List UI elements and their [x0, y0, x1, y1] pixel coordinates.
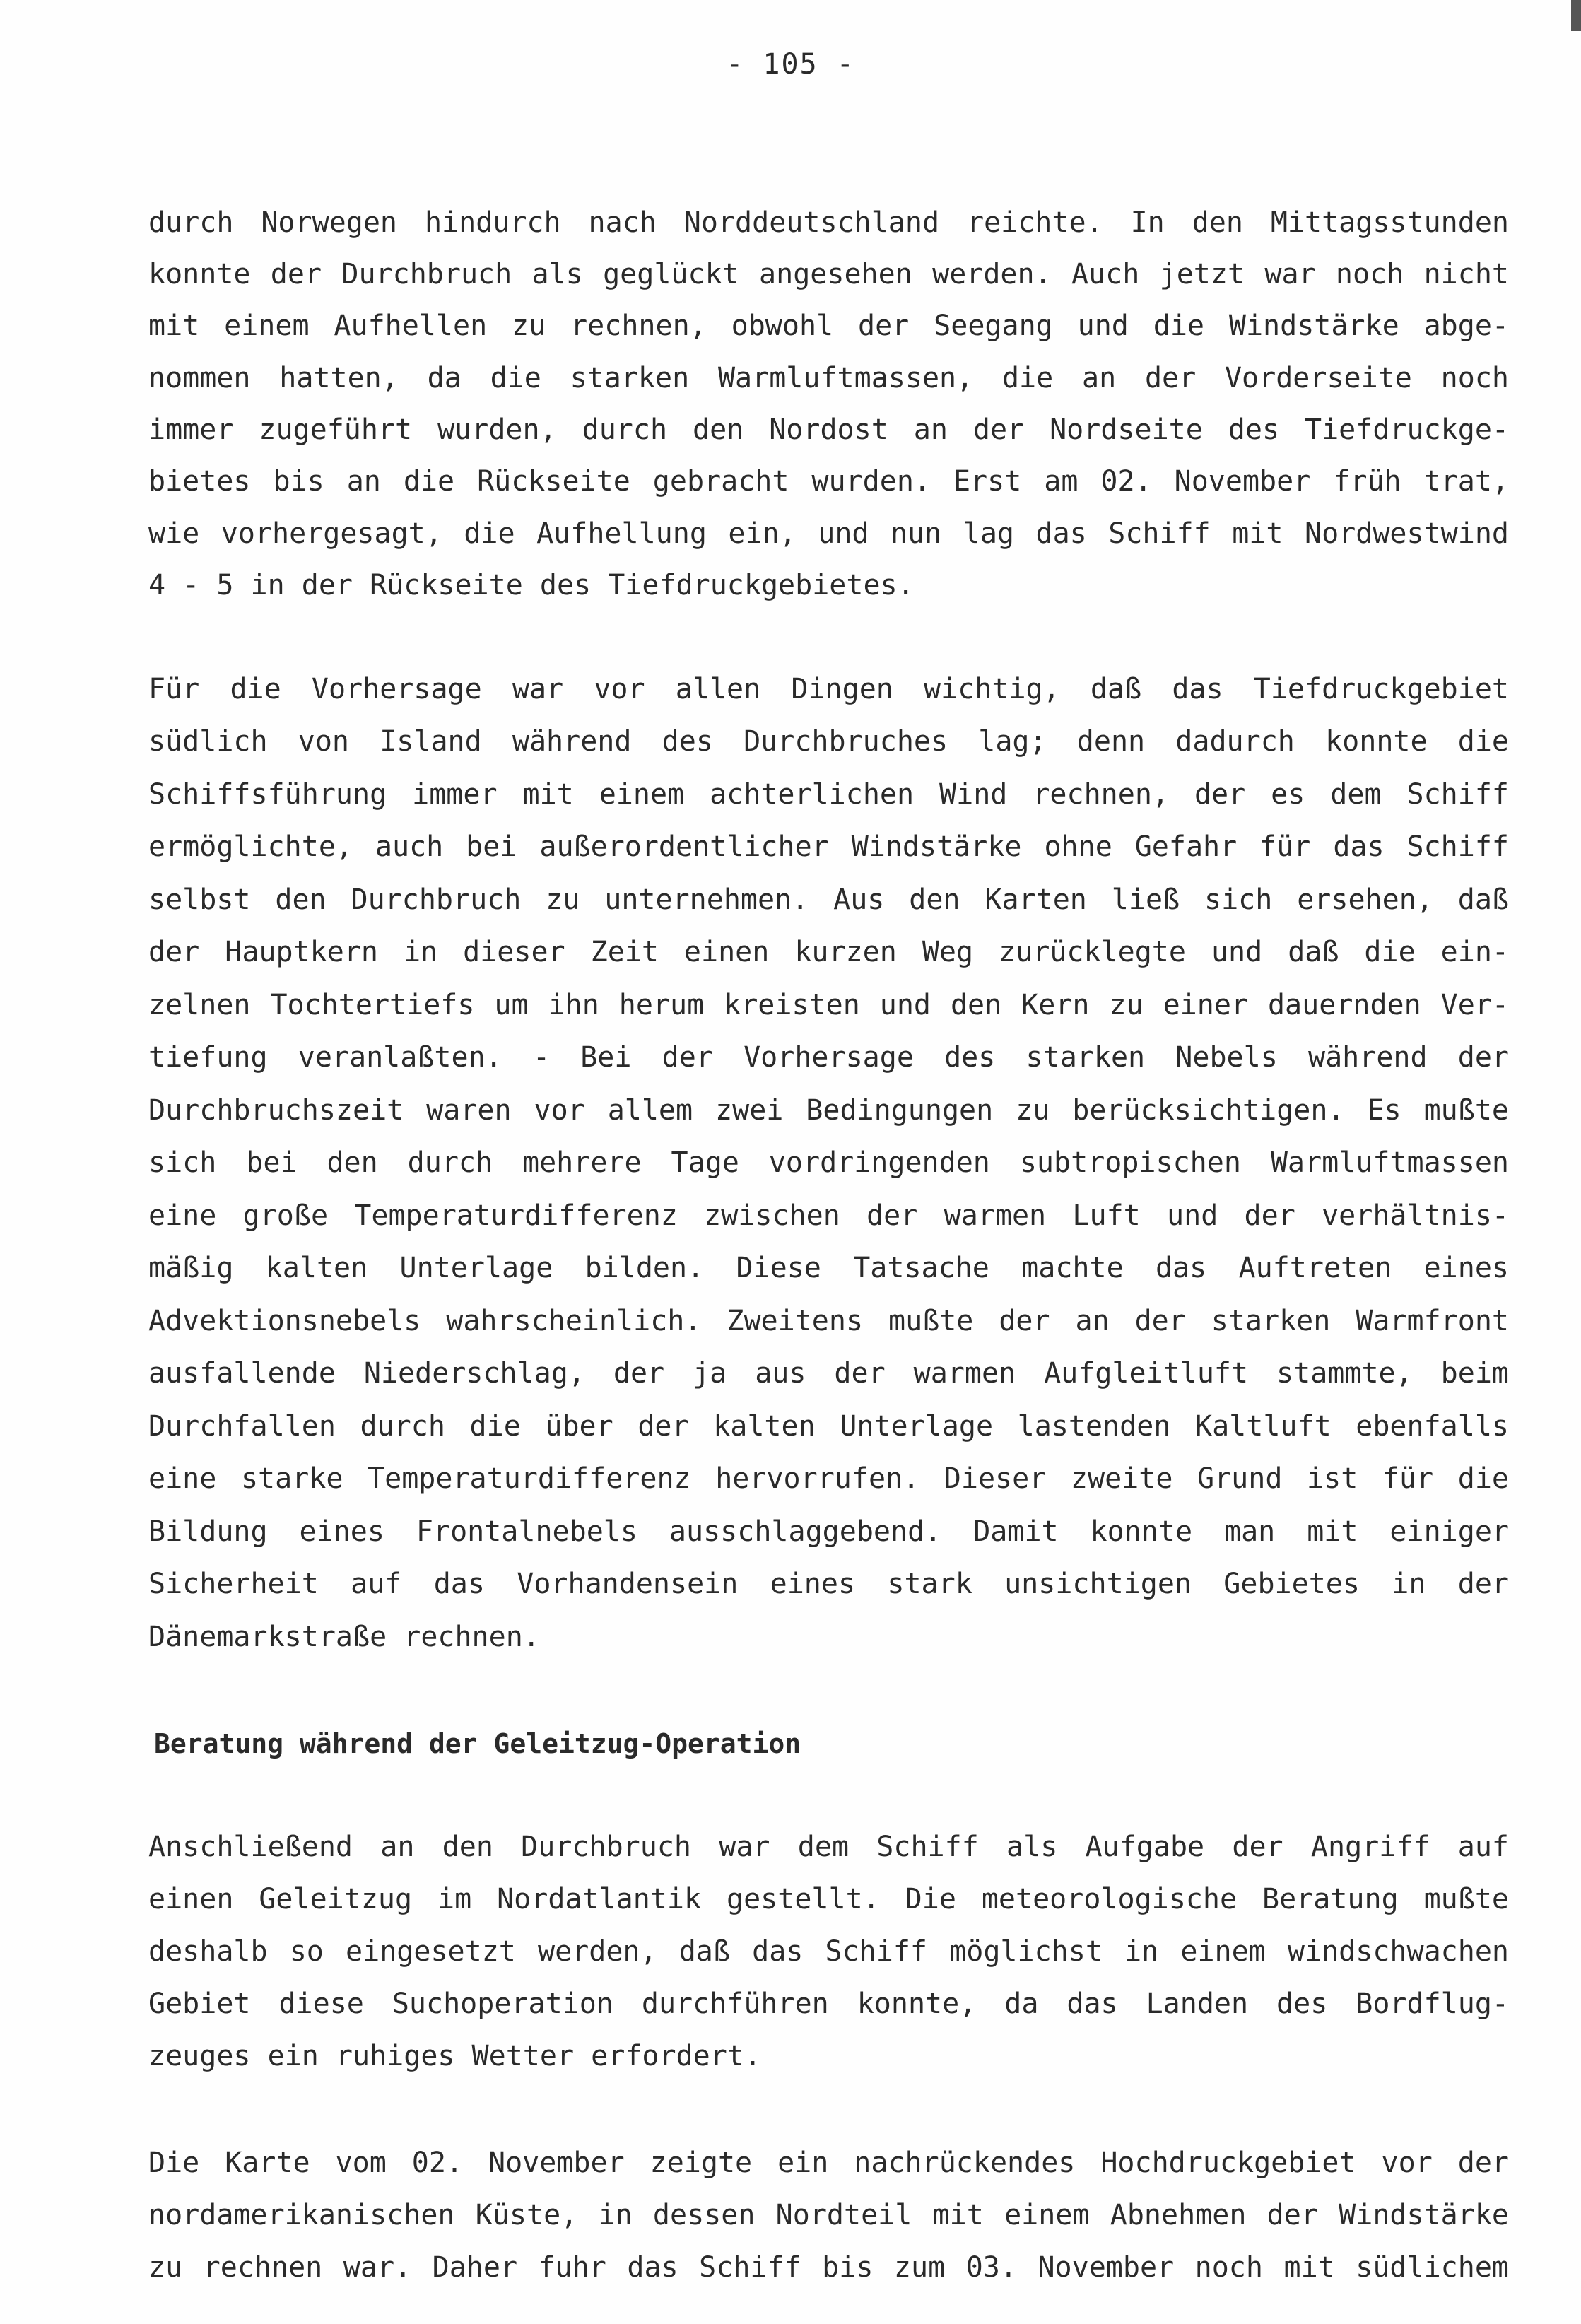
text-line: selbst den Durchbruch zu unternehmen. Aus den Karten ließ sich ersehen, daß: [148, 884, 1509, 916]
text-line: mäßig kalten Unterlage bilden. Diese Tatsache machte das Auftreten eines: [148, 1252, 1509, 1284]
text-line: Anschließend an den Durchbruch war dem Schiff als Aufgabe der Angriff auf: [148, 1831, 1509, 1863]
text-line: ermöglichte, auch bei außerordentlicher Windstärke ohne Gefahr für das Schiff: [148, 831, 1509, 863]
section-heading: Beratung während der Geleitzug-Operation: [154, 1728, 801, 1759]
text-line: zu rechnen war. Daher fuhr das Schiff bis zum 03. November noch mit südlichem: [148, 2251, 1509, 2284]
punch-hole-mark: [1571, 0, 1581, 31]
text-line: durch Norwegen hindurch nach Norddeutschland reichte. In den Mittagsstunden: [148, 206, 1509, 239]
text-line: mit einem Aufhellen zu rechnen, obwohl der Seegang und die Windstärke abge-: [148, 310, 1509, 342]
text-line: sich bei den durch mehrere Tage vordringenden subtropischen Warmluftmassen: [148, 1146, 1509, 1179]
text-line: eine starke Temperaturdifferenz hervorrufen. Dieser zweite Grund ist für die: [148, 1462, 1509, 1495]
text-line: wie vorhergesagt, die Aufhellung ein, und nun lag das Schiff mit Nordwestwind: [148, 517, 1509, 550]
text-line: tiefung veranlaßten. - Bei der Vorhersage des starken Nebels während der: [148, 1041, 1509, 1074]
text-line: ausfallende Niederschlag, der ja aus der warmen Aufgleitluft stammte, beim: [148, 1357, 1509, 1390]
text-line: Gebiet diese Suchoperation durchführen konnte, da das Landen des Bordflug-: [148, 1988, 1509, 2020]
text-line: Sicherheit auf das Vorhandensein eines stark unsichtigen Gebietes in der: [148, 1568, 1509, 1600]
text-line: südlich von Island während des Durchbruches lag; denn dadurch konnte die: [148, 725, 1509, 758]
text-line: deshalb so eingesetzt werden, daß das Schiff möglichst in einem windschwachen: [148, 1935, 1509, 1968]
text-line: immer zugeführt wurden, durch den Nordost an der Nordseite des Tiefdruckge-: [148, 413, 1509, 446]
text-line: Advektionsnebels wahrscheinlich. Zweitens mußte der an der starken Warmfront: [148, 1305, 1509, 1337]
text-line: Dänemarkstraße rechnen.: [148, 1621, 540, 1653]
text-line: Für die Vorhersage war vor allen Dingen wichtig, daß das Tiefdruckgebiet: [148, 673, 1509, 705]
text-line: Bildung eines Frontalnebels ausschlaggebend. Damit konnte man mit einiger: [148, 1515, 1509, 1548]
text-line: einen Geleitzug im Nordatlantik gestellt. Die meteorologische Beratung mußte: [148, 1883, 1509, 1915]
text-line: nordamerikanischen Küste, in dessen Nordteil mit einem Abnehmen der Windstärke: [148, 2199, 1509, 2231]
text-line: Schiffsführung immer mit einem achterlichen Wind rechnen, der es dem Schiff: [148, 778, 1509, 811]
text-line: Durchbruchszeit waren vor allem zwei Bedingungen zu berücksichtigen. Es mußte: [148, 1094, 1509, 1127]
text-line: eine große Temperaturdifferenz zwischen der warmen Luft und der verhältnis-: [148, 1199, 1509, 1232]
text-line: Die Karte vom 02. November zeigte ein nachrückendes Hochdruckgebiet vor der: [148, 2147, 1509, 2179]
text-line: konnte der Durchbruch als geglückt angesehen werden. Auch jetzt war noch nicht: [148, 258, 1509, 290]
text-line: nommen hatten, da die starken Warmluftmassen, die an der Vorderseite noch: [148, 362, 1509, 394]
text-line: 4 - 5 in der Rückseite des Tiefdruckgebietes.: [148, 569, 915, 601]
text-line: bietes bis an die Rückseite gebracht wurden. Erst am 02. November früh trat,: [148, 465, 1509, 498]
text-line: der Hauptkern in dieser Zeit einen kurzen Weg zurücklegte und daß die ein-: [148, 936, 1509, 968]
text-line: zeuges ein ruhiges Wetter erfordert.: [148, 2040, 761, 2072]
page-number: - 105 -: [726, 48, 855, 81]
text-line: zelnen Tochtertiefs um ihn herum kreisten und den Kern zu einer dauernden Ver-: [148, 989, 1509, 1021]
text-line: Durchfallen durch die über der kalten Unterlage lastenden Kaltluft ebenfalls: [148, 1410, 1509, 1443]
